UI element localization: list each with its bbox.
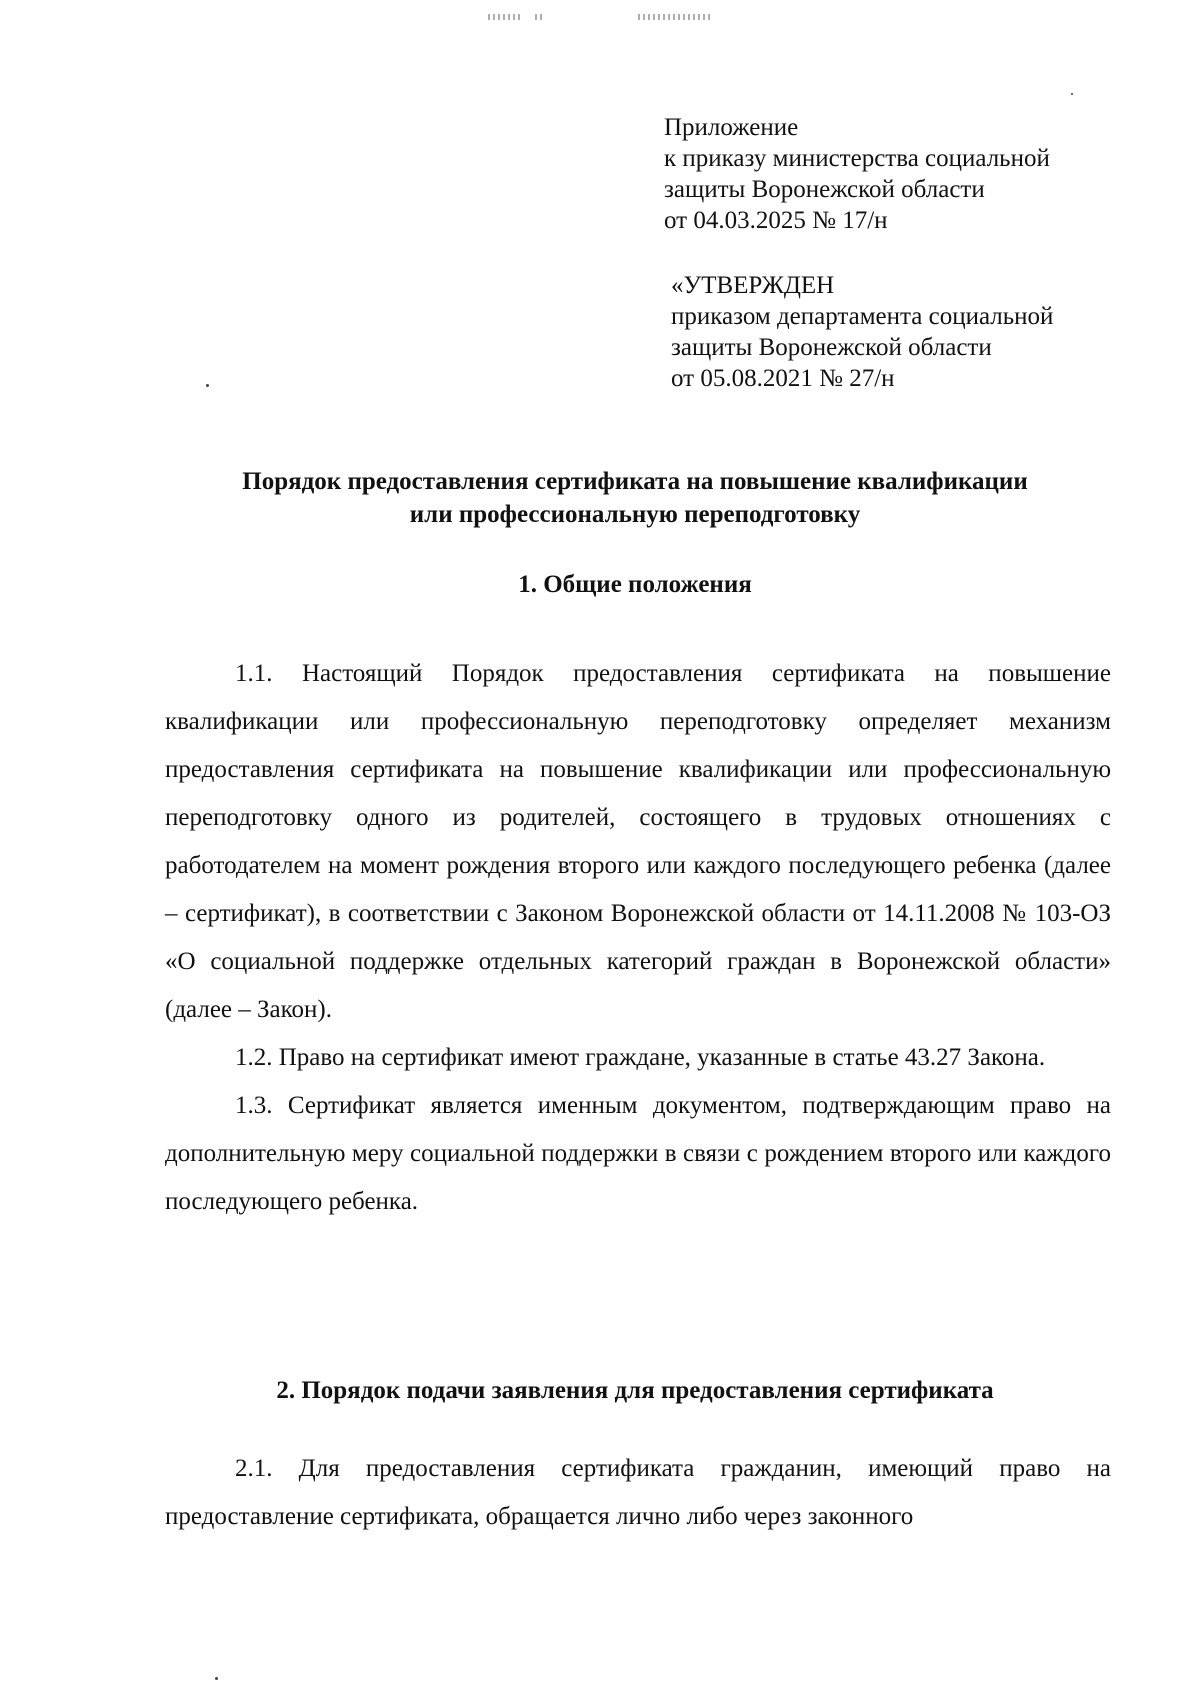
section-heading: 2. Порядок подачи заявления для предоставления сертификата xyxy=(276,1377,994,1404)
paragraph: 2.1. Для предоставления сертификата гражданин, имеющий право на предоставление сертификата, обращается лично либо через законного xyxy=(165,1455,1111,1530)
approval-line: приказом департамента социальной xyxy=(671,303,1054,330)
document-title xyxy=(150,465,1120,531)
appendix-line: Приложение xyxy=(664,114,799,141)
section-body xyxy=(165,1445,1111,1541)
appendix-line: от 04.03.2025 № 17/н xyxy=(664,207,888,234)
paragraph: 1.3. Сертификат является именным документом, подтверждающим право на дополнительную меру социальной поддержки в связи с рождением второго или каждого последующего ребенка. xyxy=(165,1092,1111,1215)
appendix-line: защиты Воронежской области xyxy=(664,176,985,203)
section-heading: 1. Общие положения xyxy=(518,571,752,598)
scan-artifact xyxy=(535,14,545,20)
approval-stamp-text xyxy=(671,270,1131,394)
paragraph: 1.2. Право на сертификат имеют граждане, указанные в статье 43.27 Закона. xyxy=(235,1044,1046,1071)
scan-artifact xyxy=(488,14,520,20)
title-line: или профессиональную переподготовку xyxy=(409,501,861,528)
title-line: Порядок предоставления сертификата на повышение квалификации xyxy=(242,468,1028,495)
section-body xyxy=(165,650,1111,1226)
approval-line: от 05.08.2021 № 27/н xyxy=(671,365,895,392)
scan-speck xyxy=(206,384,209,387)
paragraph: 1.1. Настоящий Порядок предоставления сертификата на повышение квалификации или профессиональную переподготовку определяет механизм предоставления сертификата на повышение квалификации или профессиональную переподготовку одного из родителей, состоящего в трудовых отношениях с работодателем на момент рождения второго или каждого последующего ребенка (далее – сертификат), в соответствии с Законом Воронежской области от 14.11.2008 № 103-ОЗ «О социальной поддержке отдельных категорий граждан в Воронежской области» (далее – Закон). xyxy=(165,660,1111,1023)
scan-speck xyxy=(215,1677,218,1680)
scan-speck xyxy=(1071,93,1073,95)
approval-line: «УТВЕРЖДЕН xyxy=(671,272,835,299)
appendix-line: к приказу министерства социальной xyxy=(664,145,1050,172)
appendix-header xyxy=(664,112,1124,236)
approval-line: защиты Воронежской области xyxy=(671,334,992,361)
scan-artifact xyxy=(638,14,710,20)
